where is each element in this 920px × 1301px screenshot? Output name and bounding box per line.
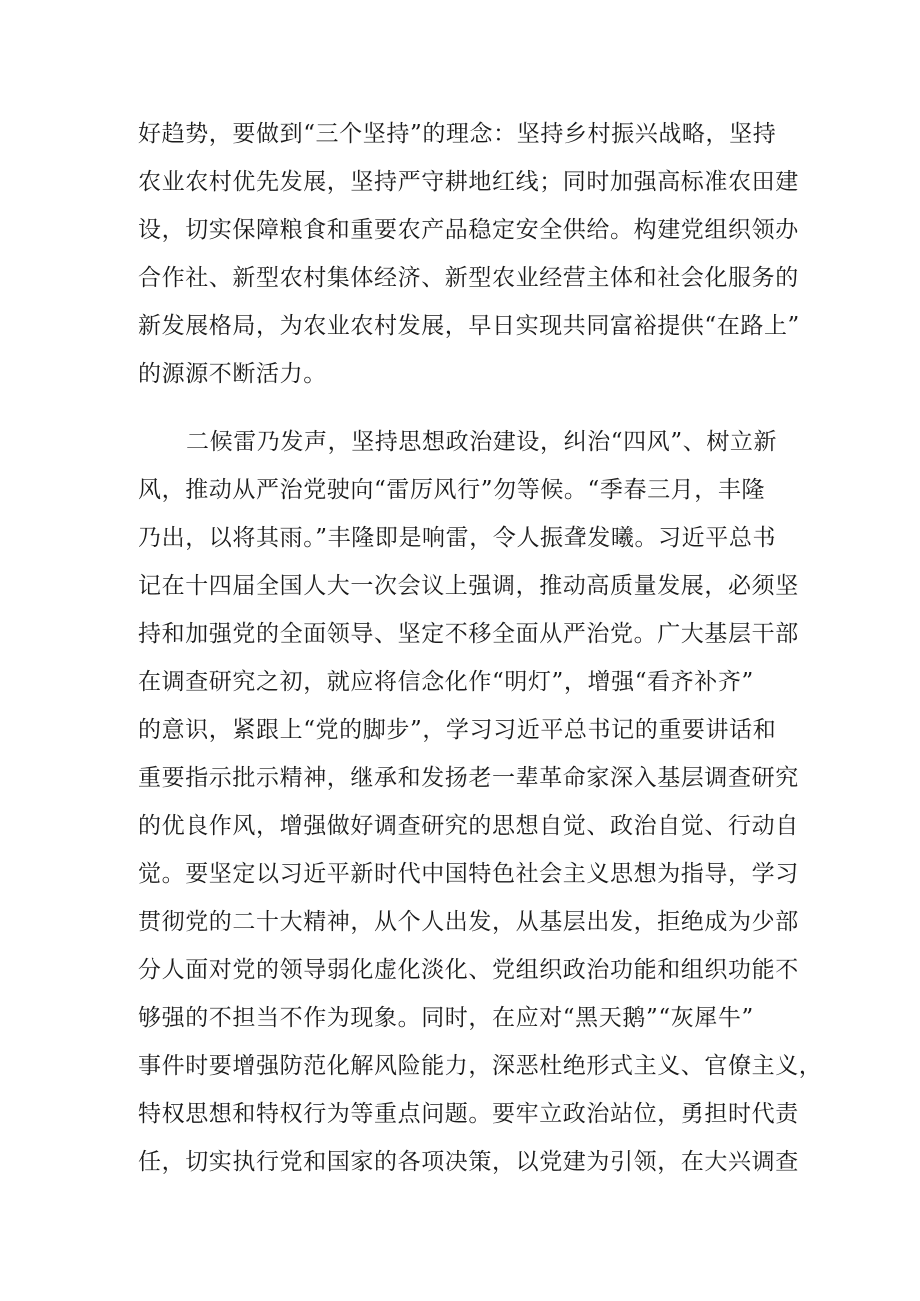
text-line: 重要指示批示精神，继承和发扬老一辈革命家深入基层调查研究: [138, 765, 799, 791]
text-line: 的优良作风，增强做好调查研究的思想自觉、政治自觉、行动自: [138, 813, 799, 839]
text-line: 风，推动从严治党驶向“雷厉风行”勿等候。“季春三月，丰隆: [138, 477, 766, 503]
text-line: 持和加强党的全面领导、坚定不移全面从严治党。广大基层干部: [138, 621, 799, 647]
text-line: 的源源不断活力。: [138, 361, 327, 387]
text-line: 在调查研究之初，就应将信念化作“明灯”，增强“看齐补齐”: [138, 669, 754, 695]
text-line: 分人面对党的领导弱化虚化淡化、党组织政治功能和组织功能不: [138, 957, 799, 983]
text-line: 特权思想和特权行为等重点问题。要牢立政治站位，勇担时代责: [138, 1101, 799, 1127]
text-line: 新发展格局，为农业农村发展，早日实现共同富裕提供“在路上”: [138, 313, 800, 339]
text-line: 合作社、新型农村集体经济、新型农业经营主体和社会化服务的: [138, 265, 799, 291]
text-line: 够强的不担当不作为现象。同时，在应对“黑天鹅”“灰犀牛”: [138, 1005, 754, 1031]
text-line: 觉。要坚定以习近平新时代中国特色社会主义思想为指导，学习: [138, 861, 799, 887]
text-line: 设，切实保障粮食和重要农产品稳定安全供给。构建党组织领办: [138, 217, 799, 243]
text-line: 事件时要增强防范化解风险能力，深恶杜绝形式主义、官僚主义，: [138, 1053, 823, 1079]
text-line: 贯彻党的二十大精神，从个人出发，从基层出发，拒绝成为少部: [138, 909, 799, 935]
text-line: 农业农村优先发展，坚持严守耕地红线；同时加强高标准农田建: [138, 169, 799, 195]
text-line: 的意识，紧跟上“党的脚步”，学习习近平总书记的重要讲话和: [138, 717, 777, 743]
text-line: 记在十四届全国人大一次会议上强调，推动高质量发展，必须坚: [138, 573, 799, 599]
text-line: 任，切实执行党和国家的各项决策，以党建为引领，在大兴调查: [138, 1149, 799, 1175]
text-line: 二候雷乃发声，坚持思想政治建设，纠治“四风”、树立新: [186, 429, 778, 455]
text-line: 好趋势，要做到“三个坚持”的理念：坚持乡村振兴战略，坚持: [138, 121, 777, 147]
text-line: 乃出，以将其雨。”丰隆即是响雷，令人振聋发曦。习近平总书: [138, 525, 777, 551]
